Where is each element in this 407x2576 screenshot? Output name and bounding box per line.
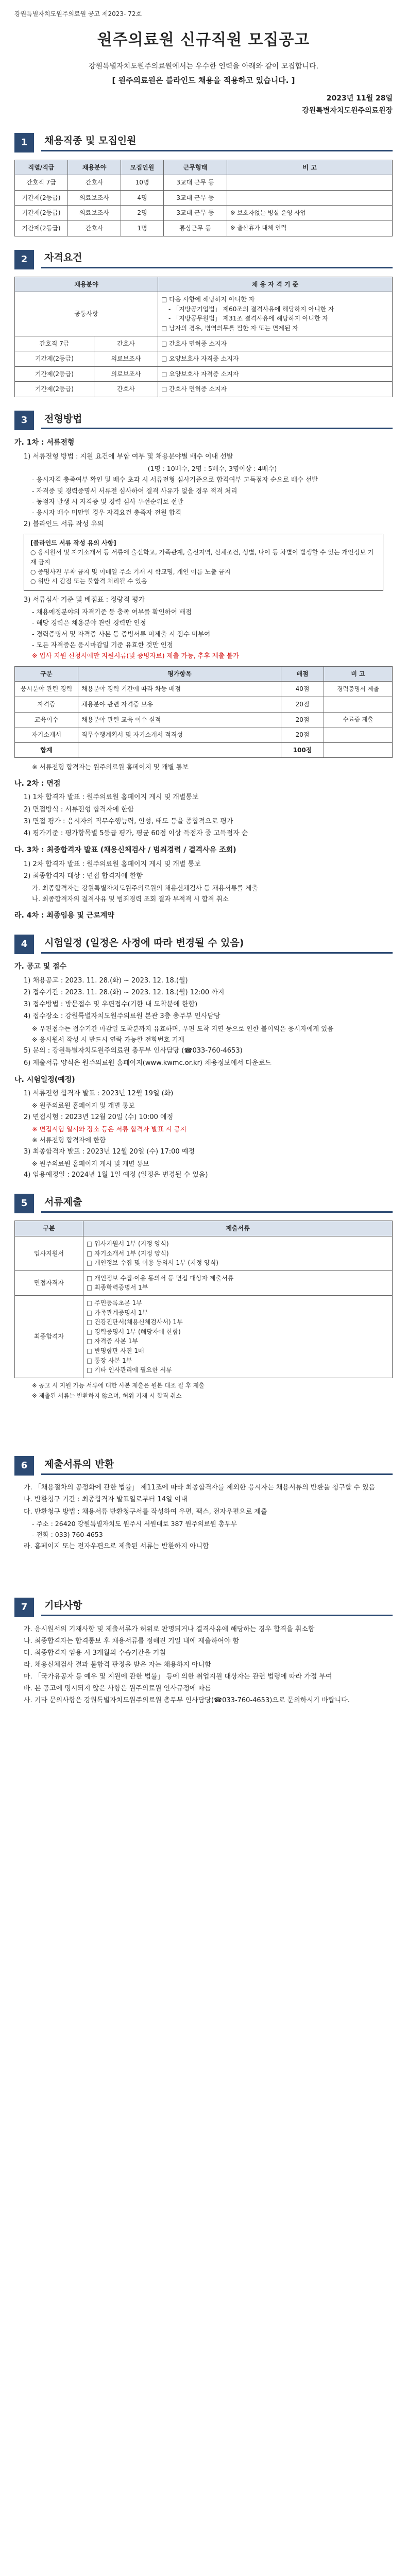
section-number: 5	[14, 1194, 34, 1213]
table-header-row	[15, 1221, 393, 1236]
list-item: □ 남자의 경우, 병역의무를 필한 자 또는 면제된 자	[161, 324, 298, 332]
note: ※ 제출된 서류는 반환하지 않으며, 허위 기재 시 합격 취소	[32, 1392, 182, 1399]
list-item: - 응시자격 충족여부 확인 및 배수 초과 시 서류전형 심사기준으로 합격여부 고득점자 순으로 배수 선발	[32, 476, 318, 484]
list-item: □ 다음 사항에 해당하지 아니한 자	[161, 296, 255, 303]
paragraph: 1) 서류전형 방법 : 지원 요건에 부합 여부 및 채용분야별 배수 이내 선발	[24, 452, 233, 461]
paragraph: 3) 면접 평가 : 응시자의 직무수행능력, 인성, 태도 등을 종합적으로 평가	[24, 817, 233, 825]
paragraph: 2) 면접방식 : 서류전형 합격자에 한함	[24, 805, 134, 814]
section-7-header	[14, 1598, 393, 1617]
paragraph: 2) 블라인드 서류 작성 유의	[24, 520, 104, 528]
table-cell: 100점	[281, 742, 324, 758]
list-item: 라. 홈페이지 또는 전자우편으로 제출된 서류는 반환하지 아니함	[24, 1542, 209, 1550]
table-cell: 의료보조사	[94, 351, 158, 367]
table-cell: ※ 출산휴가 대체 인력	[227, 221, 393, 236]
list-item: 2) 접수기간 : 2023. 11. 28.(화) ~ 2023. 12. 18.(월) 12:00 까지	[24, 989, 225, 997]
table-cell: 채용분야 관련 자격증 보유	[78, 697, 281, 712]
table-row	[15, 292, 393, 336]
list-item: □ 기타 인사관리에 필요한 서류	[87, 1366, 172, 1374]
table-cell: 의료보조사	[68, 190, 121, 206]
notice-number: 강원특별자치도원주의료원 공고 제2023- 72호	[14, 10, 142, 18]
table-row	[15, 190, 393, 206]
table-header: 채용분야	[15, 277, 158, 292]
schedule-note: ※ 원주의료원 홈페이지 및 개별 통보	[32, 1101, 135, 1110]
address-line: - 주소 : 26420 강원특별자치도 원주시 서원대로 387 원주의료원 총무부	[32, 1519, 237, 1528]
date-org-block	[14, 93, 393, 117]
section-5-header	[14, 1194, 393, 1213]
list-item: □ 개인정보 수집·이용 동의서 등 면접 대상자 제출서류	[87, 1274, 234, 1282]
table-cell: ※ 보호자없는 병실 운영 사업	[227, 206, 393, 221]
table-header: 구분	[15, 666, 78, 682]
table-cell: 기간제(2등급)	[15, 206, 68, 221]
paragraph: 1) 2차 합격자 발표 : 원주의료원 홈페이지 게시 및 개별 통보	[24, 860, 201, 868]
table-cell	[83, 1236, 393, 1270]
table-cell	[83, 1295, 393, 1378]
blind-hiring-notice: [ 원주의료원은 블라인드 채용을 적용하고 있습니다. ]	[112, 75, 295, 85]
paragraph: 4) 평가기준 : 평가항목별 5등급 평가, 평균 60점 이상 득점자 중 고득점자 순	[24, 829, 248, 837]
table-row	[15, 175, 393, 191]
section-4-header	[14, 935, 393, 954]
spacer	[14, 1401, 393, 1443]
list-item: 6) 제출서류 양식은 원주의료원 홈페이지(www.kwmc.or.kr) 채용정보에서 다운로드	[24, 1059, 272, 1067]
list-item: - 「지방공무원법」 제31조 결격사유에 해당하지 아니한 자	[168, 315, 328, 323]
table-cell: 의료보조사	[94, 366, 158, 382]
section-3-header	[14, 411, 393, 430]
table-cell	[83, 1270, 393, 1295]
table-cell: □ 요양보호사 자격증 소지자	[158, 366, 393, 382]
table-header: 비 고	[324, 666, 393, 682]
table-row	[15, 697, 393, 712]
table-header: 제출서류	[83, 1221, 393, 1236]
notice-date: 2023년 11월 28일	[326, 94, 393, 103]
list-item: - 해당 경력은 채용분야 관련 경력만 인정	[32, 619, 146, 627]
table-cell: □ 요양보호사 자격증 소지자	[158, 351, 393, 367]
section-title: 시험일정 (일정은 사정에 따라 변경될 수 있음)	[41, 936, 393, 953]
positions-table	[14, 160, 393, 236]
note: ※ 공고 시 지원 가능 서류에 대한 사본 제출은 원본 대조 필 후 제출	[32, 1381, 205, 1389]
list-item: 다. 반환청구 방법 : 채용서류 반환청구서를 작성하여 우편, 팩스, 전자우편으로 제출	[24, 1507, 267, 1516]
list-item: □ 최종학력증명서 1부	[87, 1284, 148, 1292]
table-cell	[227, 175, 393, 191]
list-item: □ 반명함판 사진 1매	[87, 1347, 144, 1354]
list-item: □ 통장 사본 1부	[87, 1357, 132, 1364]
table-row	[15, 1236, 393, 1270]
paragraph: 3) 서류심사 기준 및 배점표 : 정량적 평가	[24, 596, 145, 604]
table-row	[15, 206, 393, 221]
table-cell: 채용분야 관련 교육 이수 실적	[78, 712, 281, 727]
subsection-title: 가. 공고 및 접수	[14, 962, 67, 971]
list-item: 가. 「채용절차의 공정화에 관한 법률」 제11조에 따라 최종합격자를 제외한 응시자는 채용서류의 반환을 청구할 수 있음	[24, 1484, 376, 1492]
table-cell: 간호사	[68, 175, 121, 191]
list-item: □ 가족관계증명서 1부	[87, 1309, 148, 1316]
schedule-note: ※ 서류전형 합격자에 한함	[32, 1136, 106, 1144]
table-row	[15, 351, 393, 367]
score-table	[14, 666, 393, 758]
paragraph: 1) 1차 합격자 발표 : 원주의료원 홈페이지 게시 및 개별통보	[24, 793, 199, 802]
table-row	[15, 382, 393, 397]
list-item: 1) 채용공고 : 2023. 11. 28.(화) ~ 2023. 12. 18.(월)	[24, 977, 188, 985]
blind-guideline-box	[24, 534, 383, 591]
section-number: 2	[14, 250, 34, 269]
list-item: □ 경력증명서 1부 (해당자에 한함)	[87, 1328, 181, 1335]
table-cell: 기간제(2등급)	[15, 221, 68, 236]
section-2-header	[14, 250, 393, 269]
list-item: □ 자기소개서 1부 (지정 양식)	[87, 1249, 169, 1257]
note: ※ 응시원서 작성 시 반드시 연락 가능한 전화번호 기재	[32, 1035, 184, 1043]
table-cell: 20점	[281, 727, 324, 743]
table-header: 모집인원	[121, 160, 164, 175]
table-cell: 간호사	[94, 382, 158, 397]
table-cell: 수료증 제출	[324, 712, 393, 727]
table-cell	[227, 190, 393, 206]
table-row	[15, 1270, 393, 1295]
list-item: □ 주민등록초본 1부	[87, 1299, 142, 1307]
warning-text: ※ 입사 지원 신청시에만 지원서류(및 증빙자료) 제출 가능, 추후 제출 불가	[32, 652, 240, 660]
list-item: 4) 접수장소 : 강원특별자치도원주의료원 본관 3층 총무부 인사담당	[24, 1012, 221, 1021]
table-cell: 기간제(2등급)	[15, 366, 94, 382]
section-title: 자격요건	[41, 250, 393, 268]
list-item: □ 건강진단서(채용신체검사서) 1부	[87, 1318, 183, 1326]
section-title: 제출서류의 반환	[41, 1457, 393, 1475]
table-header: 구분	[15, 1221, 83, 1236]
table-row	[15, 682, 393, 697]
subsection-title: 나. 시험일정(예정)	[14, 1075, 75, 1084]
list-item: 나. 최종합격자의 결격사유 및 범죄경력 조회 결과 부적격 시 합격 취소	[32, 895, 229, 903]
common-requirements-label: 공통사항	[15, 292, 158, 336]
schedule-item: 1) 서류전형 합격자 발표 : 2023년 12월 19일 (화)	[24, 1090, 174, 1098]
section-number: 4	[14, 935, 34, 954]
table-header: 배점	[281, 666, 324, 682]
table-cell: 간호사	[94, 336, 158, 351]
table-cell	[324, 742, 393, 758]
table-row	[15, 336, 393, 351]
table-cell: 20점	[281, 712, 324, 727]
section-title: 채용직종 및 모집인원	[41, 133, 393, 151]
list-item: 사. 기타 문의사항은 강원특별자치도원주의료원 총무부 인사담당(☎033-760-4653)으로 문의하시기 바랍니다.	[24, 1697, 350, 1705]
table-row	[15, 727, 393, 743]
table-cell: 3교대 근무 등	[164, 190, 227, 206]
table-cell: 20점	[281, 697, 324, 712]
list-item: - 응시자 배수 미만일 경우 자격요건 충족자 전원 합격	[32, 509, 181, 517]
table-cell: 4명	[121, 190, 164, 206]
list-item: ○ 증명사진 부착 금지 및 이메일 주소 기재 시 학교명, 개인 이름 노출 금지	[30, 568, 231, 575]
list-item: - 동점자 발생 시 자격증 및 경력 심사 우선순위로 선발	[32, 497, 183, 505]
section-1-header	[14, 133, 393, 152]
qualifications-table	[14, 277, 393, 397]
note: ※ 서류전형 합격자는 원주의료원 홈페이지 및 개별 통보	[32, 763, 189, 771]
schedule-note: ※ 면접시험 일시와 장소 등은 서류 합격자 발표 시 공지	[32, 1125, 186, 1133]
table-cell: 통상근무 등	[164, 221, 227, 236]
section-6-header	[14, 1456, 393, 1476]
table-row	[15, 366, 393, 382]
list-item: □ 자격증 사본 1부	[87, 1337, 138, 1345]
common-requirements	[158, 292, 393, 336]
table-cell	[324, 697, 393, 712]
table-header-row	[15, 160, 393, 175]
spacer	[14, 1553, 393, 1584]
table-cell: 2명	[121, 206, 164, 221]
list-item: ○ 위반 시 감점 또는 불합격 처리될 수 있음	[30, 578, 147, 585]
table-cell: □ 간호사 면허증 소지자	[158, 336, 393, 351]
list-item: 가. 최종합격자는 강원특별자치도원주의료원의 채용신체검사 등 채용서류를 제출	[32, 884, 258, 892]
list-item: 바. 본 공고에 명시되지 않은 사항은 원주의료원 인사규정에 따름	[24, 1685, 211, 1693]
table-cell: 3교대 근무 등	[164, 206, 227, 221]
table-cell: 기간제(2등급)	[15, 190, 68, 206]
table-cell: 간호직 7급	[15, 336, 94, 351]
table-row	[15, 712, 393, 727]
page-title: 원주의료원 신규직원 모집공고	[97, 30, 310, 49]
table-header: 평가항목	[78, 666, 281, 682]
table-cell: 40점	[281, 682, 324, 697]
table-cell: 합계	[15, 742, 78, 758]
subsection-title: 나. 2차 : 면접	[14, 779, 61, 788]
subsection-title: 라. 4차 : 최종임용 및 근로계약	[14, 911, 114, 920]
list-item: 마. 「국가유공자 등 예우 및 지원에 관한 법률」 등에 의한 취업지원 대상자는 관련 법령에 따라 가점 부여	[24, 1673, 332, 1681]
note: ※ 우편접수는 접수기간 마감일 도착분까지 유효하며, 우편 도착 지연 등으로 인한 불이익은 응시자에게 있음	[32, 1024, 334, 1032]
list-item: 5) 문의 : 강원특별자치도원주의료원 총무부 인사담당 (☎033-760-4653)	[24, 1047, 243, 1055]
table-cell: 직무수행계획서 및 자기소개서 적격성	[78, 727, 281, 743]
list-item: □ 개인정보 수집 및 이용 동의서 1부 (지정 양식)	[87, 1259, 218, 1267]
table-row	[15, 221, 393, 236]
section-number: 7	[14, 1598, 34, 1617]
table-cell: 기간제(2등급)	[15, 382, 94, 397]
table-row	[15, 1295, 393, 1378]
table-cell: 경력증명서 제출	[324, 682, 393, 697]
table-cell: □ 간호사 면허증 소지자	[158, 382, 393, 397]
subsection-title: 가. 1차 : 서류전형	[14, 438, 75, 447]
schedule-item: 2) 면접시험 : 2023년 12월 20일 (수) 10:00 예정	[24, 1113, 174, 1121]
org-name: 강원특별자치도원주의료원장	[302, 106, 393, 115]
list-item: - 「지방공기업법」 제60조의 결격사유에 해당하지 아니한 자	[168, 305, 334, 313]
list-item: ○ 응시원서 및 자기소개서 등 서류에 출신학교, 가족관계, 출신지역, 신체조건, 성별, 나이 등 차별이 발생할 수 있는 개인정보 기재 금지	[30, 549, 374, 566]
section-number: 6	[14, 1456, 34, 1476]
table-cell: 간호사	[68, 221, 121, 236]
schedule-note: ※ 원주의료원 홈페이지 게시 및 개별 통보	[32, 1159, 149, 1167]
table-header: 근무형태	[164, 160, 227, 175]
list-item: - 모든 자격증은 응시마감일 기준 유효한 것만 인정	[32, 641, 173, 649]
section-title: 기타사항	[41, 1598, 393, 1616]
list-item: - 자격증 및 경력증명서 서류전 심사하여 결격 사유가 없을 경우 적격 처리	[32, 486, 238, 495]
section-number: 3	[14, 411, 34, 430]
list-item: 라. 채용신체검사 결과 불합격 판정을 받은 자는 채용하지 아니함	[24, 1661, 211, 1669]
list-item: 3) 접수방법 : 방문접수 및 우편접수(기한 내 도착분에 한함)	[24, 1001, 198, 1009]
table-cell: 1명	[121, 221, 164, 236]
table-cell: 최종합격자	[15, 1295, 83, 1378]
table-cell: 채용분야 경력 기간에 따라 차등 배점	[78, 682, 281, 697]
table-cell: 10명	[121, 175, 164, 191]
table-cell: 3교대 근무 등	[164, 175, 227, 191]
documents-table	[14, 1221, 393, 1378]
table-cell: 교육이수	[15, 712, 78, 727]
section-title: 서류제출	[41, 1195, 393, 1212]
table-header: 비 고	[227, 160, 393, 175]
table-cell: 면접자격자	[15, 1270, 83, 1295]
paragraph: (1명 : 10배수, 2명 : 5배수, 3명이상 : 4배수)	[147, 464, 277, 472]
paragraph: 2) 최종합격자 대상 : 면접 합격자에 한함	[24, 872, 143, 880]
table-cell	[78, 742, 281, 758]
subsection-title: 다. 3차 : 최종합격자 발표 (채용신체검사 / 범죄경력 / 결격사유 조회)	[14, 845, 236, 854]
schedule-item: 4) 임용예정일 : 2024년 1월 1일 예정 (일정은 변경될 수 있음)	[24, 1171, 208, 1179]
table-row	[15, 742, 393, 758]
list-item: - 채용예정분야의 자격기준 등 충족 여부를 확인하여 배점	[32, 607, 192, 616]
table-cell: 기간제(2등급)	[15, 351, 94, 367]
list-item: 가. 응시원서의 기재사항 및 제출서류가 허위로 판명되거나 결격사유에 해당하는 경우 합격을 취소함	[24, 1625, 315, 1633]
table-cell: 자기소개서	[15, 727, 78, 743]
table-header: 직렬/직급	[15, 160, 68, 175]
table-cell: 응시분야 관련 경력	[15, 682, 78, 697]
section-number: 1	[14, 133, 34, 152]
intro-text: 강원특별자치도원주의료원에서는 우수한 인력을 아래와 같이 모집합니다.	[89, 62, 318, 71]
list-item: 나. 최종합격자는 합격통보 후 채용서류를 정해진 기일 내에 제출하여야 함	[24, 1637, 240, 1645]
table-cell: 입사지원서	[15, 1236, 83, 1270]
list-item: - 경력증명서 및 자격증 사본 등 증빙서류 미제출 시 점수 미부여	[32, 630, 211, 638]
table-header-row	[15, 277, 393, 292]
table-header-row	[15, 666, 393, 682]
address-line: - 전화 : 033) 760-4653	[32, 1531, 103, 1539]
table-cell: 자격증	[15, 697, 78, 712]
box-title: [블라인드 서류 작성 유의 사항]	[30, 539, 116, 547]
section-title: 전형방법	[41, 412, 393, 429]
table-cell	[324, 727, 393, 743]
schedule-item: 3) 최종합격자 발표 : 2023년 12월 20일 (수) 17:00 예정	[24, 1147, 195, 1156]
list-item: □ 입사지원서 1부 (지정 양식)	[87, 1240, 169, 1247]
table-cell: 간호직 7급	[15, 175, 68, 191]
table-header: 채 용 자 격 기 준	[158, 277, 393, 292]
table-cell: 의료보조사	[68, 206, 121, 221]
list-item: 다. 최종합격자 임용 시 3개월의 수습기간을 거침	[24, 1649, 166, 1657]
list-item: 나. 반환청구 기간 : 최종합격자 발표일로부터 14일 이내	[24, 1496, 188, 1504]
table-header: 채용분야	[68, 160, 121, 175]
